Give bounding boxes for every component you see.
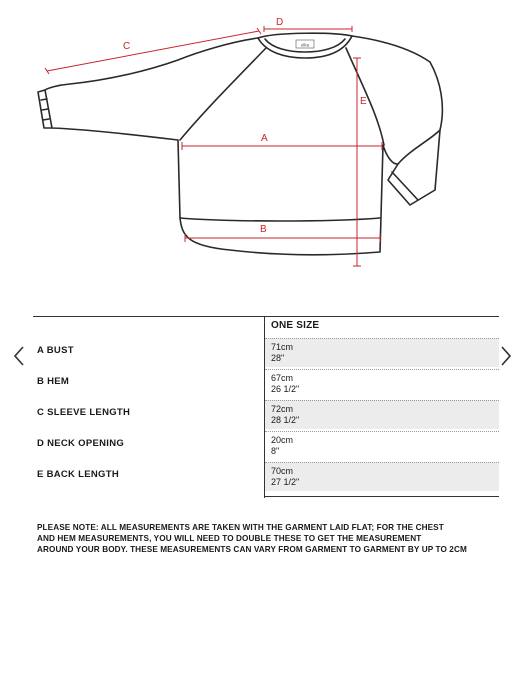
neck-tag-text: elka — [300, 42, 310, 48]
note-line: AND HEM MEASUREMENTS, YOU WILL NEED TO DOUBLE THESE TO GET THE MEASUREMENT — [37, 534, 422, 543]
measurement-note — [37, 522, 507, 555]
value-cm: 71cm — [271, 342, 294, 352]
table-top-rule — [33, 316, 499, 317]
column-header-one-size: ONE SIZE — [271, 320, 320, 331]
chevron-right-icon — [501, 346, 511, 366]
table-cell — [265, 431, 499, 460]
value-inch: 26 1/2" — [271, 384, 300, 394]
value-inch: 8" — [271, 446, 280, 456]
label-a: A — [261, 133, 268, 144]
value-cm: 70cm — [271, 466, 294, 476]
row-label-back-length: E BACK LENGTH — [37, 469, 120, 480]
measure-line-c — [47, 31, 259, 71]
value-inch: 28" — [271, 353, 285, 363]
label-d: D — [276, 17, 284, 28]
value-cm: 20cm — [271, 435, 294, 445]
value-inch: 28 1/2" — [271, 415, 300, 425]
note-line: PLEASE NOTE: ALL MEASUREMENTS ARE TAKEN WITH THE GARMENT LAID FLAT; FOR THE CHEST — [37, 523, 444, 532]
table-cell — [265, 400, 499, 429]
right-cuff — [388, 130, 440, 205]
previous-image-button[interactable] — [10, 343, 28, 369]
label-b: B — [260, 224, 267, 235]
table-cell — [265, 338, 499, 367]
value-inch: 27 1/2" — [271, 477, 300, 487]
row-label-sleeve-length: C SLEEVE LENGTH — [37, 407, 131, 418]
label-e: E — [360, 96, 367, 107]
garment-measurement-diagram — [0, 0, 525, 290]
hem-band — [180, 218, 380, 221]
sweater-outline — [45, 36, 442, 255]
table-cell — [265, 369, 499, 398]
next-image-button[interactable] — [497, 343, 515, 369]
note-line: AROUND YOUR BODY. THESE MEASUREMENTS CAN VARY FROM GARMENT TO GARMENT BY UP TO 2CM — [37, 545, 467, 554]
value-cm: 72cm — [271, 404, 294, 414]
chevron-left-icon — [14, 346, 24, 366]
value-cm: 67cm — [271, 373, 294, 383]
row-label-hem: B HEM — [37, 376, 70, 387]
row-label-neck-opening: D NECK OPENING — [37, 438, 125, 449]
table-bottom-rule — [264, 496, 499, 497]
table-cell — [265, 462, 499, 491]
label-c: C — [123, 41, 131, 52]
row-label-bust: A BUST — [37, 345, 74, 356]
